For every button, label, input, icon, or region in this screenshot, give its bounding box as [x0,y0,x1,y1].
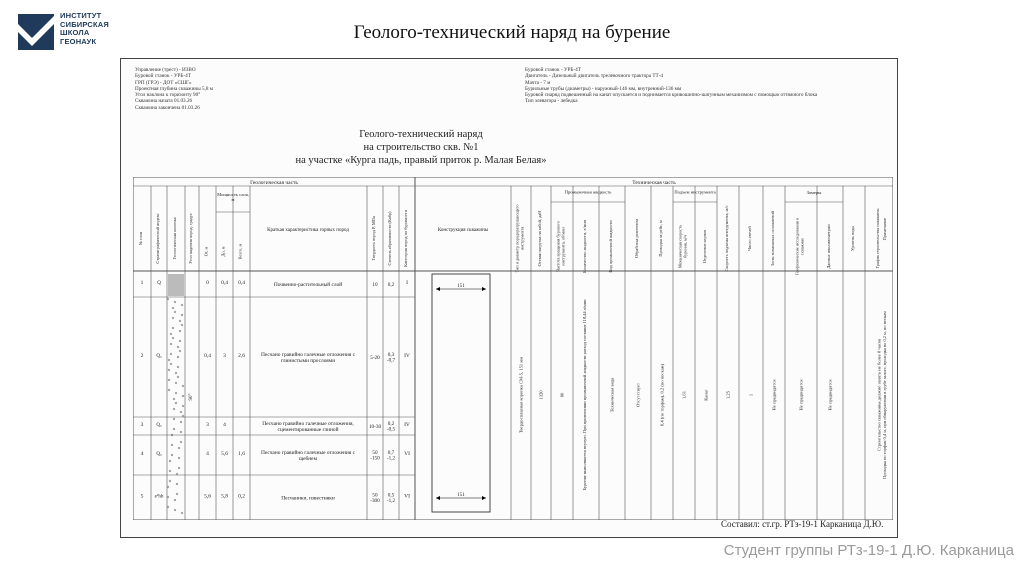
column-header: Проходка за рейс, м [658,220,663,257]
row-strat-index: Q [157,281,161,286]
column-hatch-dot [168,369,170,371]
header-right-line: Бурильные трубы (диаметры) - наружный-146 мм, внутренний-136 мм [525,85,682,92]
column-hatch-dot [180,431,182,433]
column-hatch-dot [175,372,177,374]
column-header: Уровень воды [850,225,855,252]
column-header: инструмента, об/мин [560,227,566,266]
column-hatch-dot [180,411,182,413]
column-hatch-dot [172,307,174,309]
row-to: 0,4 [221,280,228,286]
column-hatch-dot [175,382,177,384]
column-hatch-dot [173,428,175,430]
column-header: Данные инклинометрии [826,224,831,269]
row-hardness: 10 [372,281,378,288]
row-description: глинистыми прослоями [280,357,336,364]
column-hatch-dot [182,385,184,387]
subgroup-lift: Подъем инструмента [674,189,716,195]
column-hatch-dot [180,421,182,423]
column-header: Частота вращения бурового [555,221,561,272]
row-abrasiveness: 0,3 [387,352,395,359]
column-header: До, м [220,246,226,257]
soil-layer-fill [168,274,184,296]
header-left [135,67,213,111]
tech-value: Бурение выполняется всухую. При применении промывочной жидкости расход составит 118,44 л/мин [582,299,587,491]
row-abrasiveness: -1,2 [386,455,396,462]
header-left-line: Скважина начата 01.03.26 [135,98,193,105]
header-right [525,67,817,105]
column-hatch-dot [168,359,170,361]
tech-value: Не предвидятся [771,379,777,411]
column-header: Всего, м [237,243,243,260]
column-hatch-dot [169,460,171,462]
row-strat-index: e²hb [154,494,164,500]
column-hatch-dot [172,317,174,319]
tech-value: 1,25 [725,390,731,400]
column-hatch-dot [175,392,177,394]
doc-title-line: Геолого-технический наряд [359,129,483,140]
row-to: 3 [223,353,226,359]
tech-value: Строительство скважины должно занять не более 8 часов [876,338,882,452]
row-abrasiveness: 0,7 [387,450,395,457]
column-header: Механическая скорость [677,224,683,269]
column-hatch-dot [170,333,172,335]
row-hardness: 10-30 [368,423,382,430]
column-hatch-dot [167,506,169,508]
casing-outline [432,274,490,512]
column-hatch-dot [175,402,177,404]
column-header: Обработка реагентом [634,218,639,259]
casing-arrow-right [482,287,486,291]
row-description: Песчано гравийно галечные отложения с [261,351,355,358]
logo-line: СИБИРСКАЯ [60,19,110,29]
column-header-construct: Конструкция скважины [437,227,489,233]
row-abrasiveness: -0,5 [386,426,396,433]
column-header: Скорость подъема инструмента, м/с [724,205,729,272]
row-total: 1,6 [238,451,245,457]
column-header: Степень абразивности (Кабр) [387,211,392,266]
column-hatch-dot [176,493,178,495]
column-header: инструмента [519,226,525,251]
column-hatch-dot [182,405,184,407]
column-hatch-dot [171,454,173,456]
column-hatch-dot [179,340,181,342]
doc-title-line: на строительство скв. №1 [363,142,479,153]
header-left-line: Проектная глубина скважины 5,8 м [135,85,214,92]
tech-value: Не предвидятся [798,379,804,411]
header-right-line: Буровой снаряд подвешенный на канат опускается и поднимается кривошипно-шатунным механизмом с помощью оттяжного блока [525,92,818,99]
row-to: 5,8 [221,493,228,500]
column-hatch-dot [177,376,179,378]
footer-caption: Студент группы РТз-19-1 Д.Ю. Карканица [723,542,1014,559]
column-hatch-dot [179,330,181,332]
header-left-line: Скважина закончена 01.03.26 [135,104,200,111]
row-abrasiveness: 0,5 [387,492,395,499]
header-right-line: Буровой станок - УРБ-4Т [525,67,581,73]
tech-value: 1320 [538,390,544,400]
header-right-line: Мачта - 7 м [525,79,551,86]
column-hatch-dot [168,389,170,391]
column-hatch-dot [173,398,175,400]
column-hatch-dot [179,350,181,352]
tech-value: Отсутствует [635,382,641,408]
column-hatch-dot [181,512,183,514]
row-strat-index: Q₃ [156,452,162,457]
column-hatch-dot [182,415,184,417]
row-from: 4 [206,451,209,457]
column-hatch-dot [179,320,181,322]
row-number: 3 [140,422,144,428]
column-hatch-dot [169,470,171,472]
column-hatch-dot [174,509,176,511]
column-hatch-dot [170,343,172,345]
column-hatch-dot [178,467,180,469]
angle-value: 90° [189,393,194,401]
column-hatch-dot [177,356,179,358]
subgroup-thickness: м [231,197,235,203]
row-number: 1 [140,280,144,286]
column-hatch-dot [170,363,172,365]
tech-value: Канат [703,389,709,401]
column-hatch-dot [168,379,170,381]
column-header: От, м [203,246,209,257]
row-strat-index: Q₃ [156,354,162,359]
column-header: бурения, м/ч [682,234,688,259]
slide-title: Геолого-технический наряд на бурение [353,22,671,43]
header-right-line: Двигатель - Дизельный двигатель трелевочного трактора ТТ-4 [525,73,664,80]
row-hardness: 5-20 [370,354,380,361]
subgroup-flush: Промывочная жидкость [564,189,612,195]
row-number: 2 [140,353,144,359]
row-hardness: 50 [372,492,378,499]
column-header: № слоя [138,231,143,246]
column-hatch-dot [167,486,169,488]
casing-diameter-label: 151 [457,284,465,289]
row-category: I [406,280,408,286]
casing-arrow-left [436,287,440,291]
tech-value: 1,61 [681,390,687,400]
tech-value: Твердосплавная коронка СМ-5, 151 мм [518,356,524,434]
tech-value: Техническая вода [609,377,615,413]
column-hatch-dot [167,298,169,300]
column-hatch-dot [176,473,178,475]
tech-value: 1 [748,393,754,397]
column-header: Стратиграфический индекс [155,213,160,264]
row-category: IV [404,422,410,428]
column-header: Осевая нагрузка на забой, даН [537,210,542,267]
casing-arrow-left [436,496,440,500]
header-left-line: Буровой станок - УРБ-4Т [135,73,191,80]
column-header: Число свечей [747,226,752,251]
column-hatch-dot [182,395,184,397]
row-category: IV [404,353,410,359]
column-hatch-dot [169,480,171,482]
row-strat-index: Q₃ [156,423,162,428]
column-header-note: Примечание [882,217,887,241]
column-header: Угол падения пород, градус [188,213,193,264]
doc-title-line: на участке «Курга падь, правый приток р. Малая Белая» [295,155,547,166]
row-abrasiveness: 0,2 [387,281,395,288]
column-hatch-dot [174,301,176,303]
row-abrasiveness: -0,7 [386,357,396,364]
row-description: щебнем [299,455,317,462]
row-total: 0,4 [238,280,245,286]
column-header: Геофизические исследования в [794,218,800,275]
column-hatch-dot [181,304,183,306]
document-scan [120,58,898,538]
column-header: Количество жидкости, л/мин [582,220,587,273]
row-description: Песчано гравийно галечные отложения с [261,449,355,456]
column-hatch-dot [176,483,178,485]
casing-arrow-right [482,496,486,500]
row-to: 5,6 [221,451,228,457]
column-hatch-dot [173,418,175,420]
row-from: 0 [206,280,209,286]
column-header-descr: Краткая характеристика горных пород [267,227,349,233]
row-number: 5 [140,493,144,500]
header-left-line: Угол наклона к горизонту 90° [135,92,201,99]
column-header: График строительства скважины [875,208,880,269]
logo-line: ГЕОНАУК [60,36,97,46]
tech-value-note: Проходка по торфам 0,4 м, при обнаружении в грубе залоге, проходка по 0,2 м, по пескам [882,311,887,479]
row-to: 4 [223,422,226,428]
row-from: 5,6 [204,493,211,500]
column-hatch-dot [174,499,176,501]
column-header: Категория пород по буримости [403,210,408,267]
row-description: Песчано гравийно галечные отложения, [262,420,354,427]
column-hatch-dot [170,353,172,355]
row-abrasiveness: -1,2 [386,498,396,505]
tech-value: Не предвидятся [827,379,833,411]
row-from: 3 [206,422,209,428]
gtn-table [133,177,893,520]
column-hatch-dot [173,408,175,410]
column-hatch-dot [172,327,174,329]
row-description: сцементированные глиной [277,426,339,433]
column-header: Зоны возможных осложнений [770,211,775,266]
row-category: VI [404,451,410,457]
document-title [211,128,631,167]
column-header: Геологическая колонка [172,217,177,260]
column-header: Твердость пород Р, МПа [371,216,376,261]
header-right-line: Тип элеватора - лебедка [525,98,578,105]
column-hatch-dot [178,447,180,449]
column-header: Отделение кернов [702,229,707,264]
column-hatch-dot [178,457,180,459]
row-abrasiveness: 0,2 [387,421,395,428]
row-number: 4 [140,451,144,457]
tech-value: 80 [559,392,565,398]
row-hardness: -150 [370,455,380,462]
logo-line: ИНСТИТУТ [60,11,102,20]
group-header-geo: Геологическая часть [250,180,298,186]
subgroup-thickness: Мощность слоя, [217,192,249,198]
logo-line: ШКОЛА [60,28,90,38]
row-description: Песчаники, известняки [281,495,335,502]
row-total: 2,6 [238,353,245,359]
group-header-tech: Техническая часть [632,180,676,186]
row-hardness: 50 [372,450,378,457]
column-hatch-dot [172,337,174,339]
subgroup-measure: Замеры [806,190,822,195]
gtn-table-svg [133,177,893,520]
column-hatch-dot [180,441,182,443]
column-hatch-dot [171,444,173,446]
row-category: VI [404,493,410,500]
header-left-line: ГРП (ГРЭ) - ДОТ «СШГ» [135,79,192,86]
tech-value: 0,4 (по торфам), 0,2 (по пескам) [659,363,665,427]
column-header: скважине [799,237,805,256]
column-hatch-dot [181,324,183,326]
row-description: Почвенно-растительный слой [273,281,343,288]
column-header: Вид промывочной жидкости [608,220,613,273]
row-hardness: -300 [370,498,380,505]
row-from: 0,4 [204,353,211,359]
casing-diameter-label: 151 [457,493,465,498]
column-hatch-dot [167,496,169,498]
column-hatch-dot [181,314,183,316]
signature: Составил: ст.гр. РТз-19-1 Карканица Д.Ю. [721,519,884,529]
column-hatch-dot [177,346,179,348]
header-left-line: Управление (трест) - ИЗВО [135,67,196,73]
column-hatch-dot [174,311,176,313]
column-header: Тип и диаметр породоразрушающего [514,204,520,273]
column-hatch-dot [177,366,179,368]
row-total: 0,2 [238,493,245,500]
